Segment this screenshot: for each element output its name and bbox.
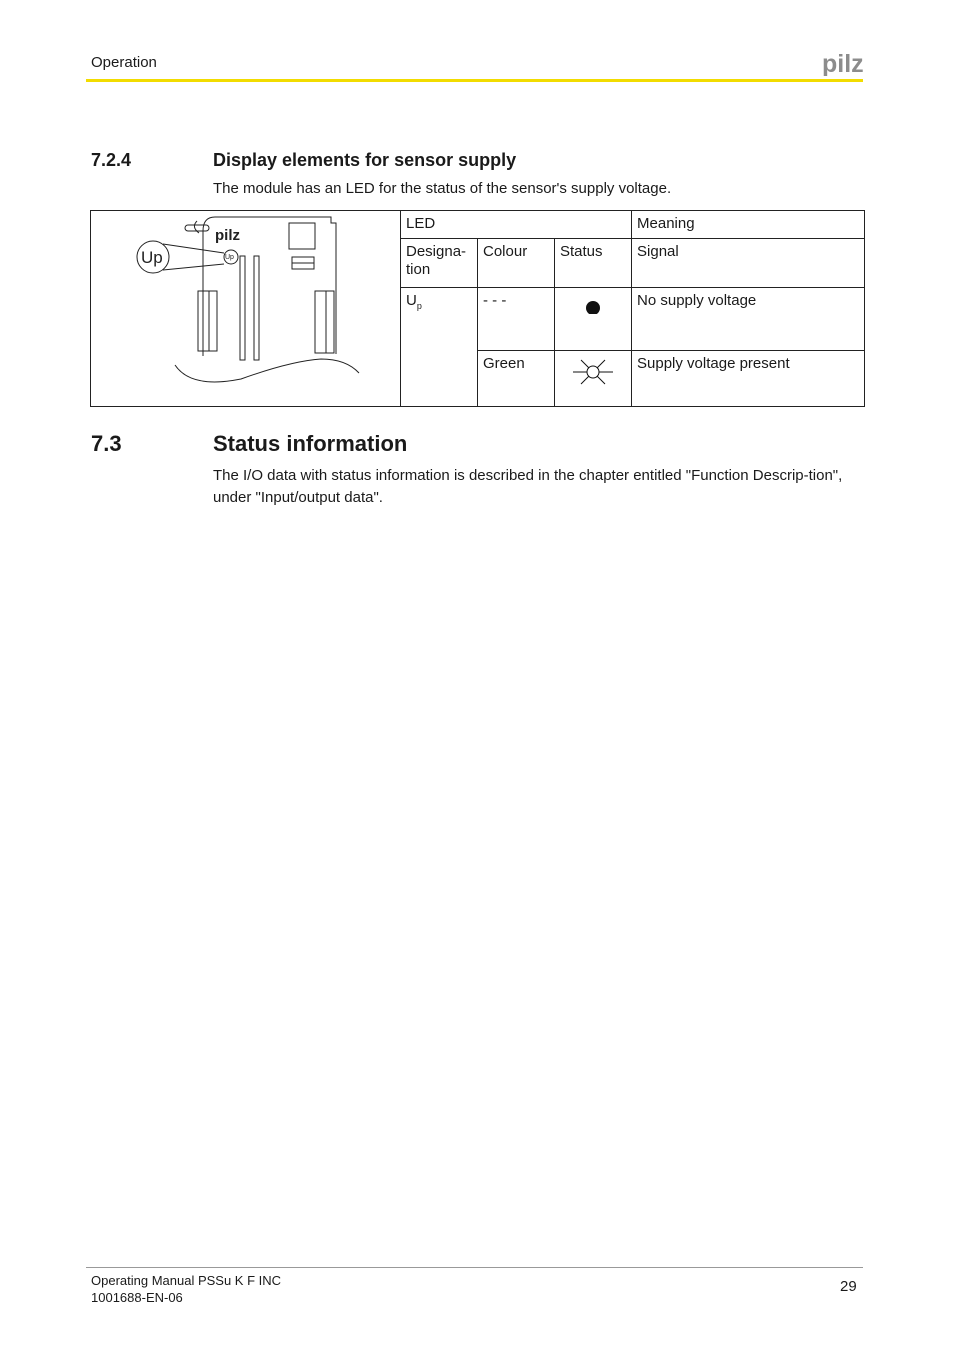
footer-manual-title: Operating Manual PSSu K F INC bbox=[91, 1273, 282, 1288]
status-cell bbox=[555, 351, 632, 407]
section-title: Status information bbox=[213, 431, 408, 456]
svg-text:Up: Up bbox=[225, 254, 234, 261]
section-title: Display elements for sensor supply bbox=[213, 150, 517, 170]
signal-cell: Supply voltage present bbox=[632, 351, 865, 407]
led-table bbox=[90, 210, 865, 407]
status-cell bbox=[555, 288, 632, 351]
header-rule bbox=[86, 79, 863, 82]
header-section-title: Operation bbox=[91, 54, 157, 71]
colour-header: Colour bbox=[478, 239, 555, 288]
svg-text:pilz: pilz bbox=[215, 227, 240, 244]
status-header: Status bbox=[555, 239, 632, 288]
signal-header: Signal bbox=[632, 239, 865, 288]
footer-doc-id: 1001688-EN-06 bbox=[91, 1290, 183, 1305]
pilz-logo bbox=[822, 52, 864, 76]
designation-header: Designa- tion bbox=[401, 239, 478, 288]
section-intro: The module has an LED for the status of the sensor's supply voltage. bbox=[213, 180, 672, 197]
led-on-icon bbox=[573, 355, 613, 389]
page-number: 29 bbox=[840, 1278, 857, 1295]
module-illustration bbox=[91, 211, 399, 401]
led-off-icon bbox=[583, 292, 603, 314]
led-group-header: LED bbox=[401, 211, 632, 239]
meaning-group-header: Meaning bbox=[632, 211, 865, 239]
svg-text:pilz: pilz bbox=[822, 52, 864, 76]
footer-rule bbox=[86, 1267, 863, 1268]
section-number: 7.3 bbox=[91, 431, 122, 456]
colour-cell: - - - bbox=[478, 288, 555, 351]
section-number: 7.2.4 bbox=[91, 150, 132, 170]
designation-cell: $U_p$ bbox=[401, 288, 478, 407]
signal-cell: No supply voltage bbox=[632, 288, 865, 351]
module-illustration-cell bbox=[91, 211, 401, 407]
colour-cell: Green bbox=[478, 351, 555, 407]
section-body: The I/O data with status information is described in the chapter entitled "Function Descrip-tion", under "Input/output data". bbox=[213, 467, 843, 506]
svg-text:Up: Up bbox=[141, 248, 163, 267]
